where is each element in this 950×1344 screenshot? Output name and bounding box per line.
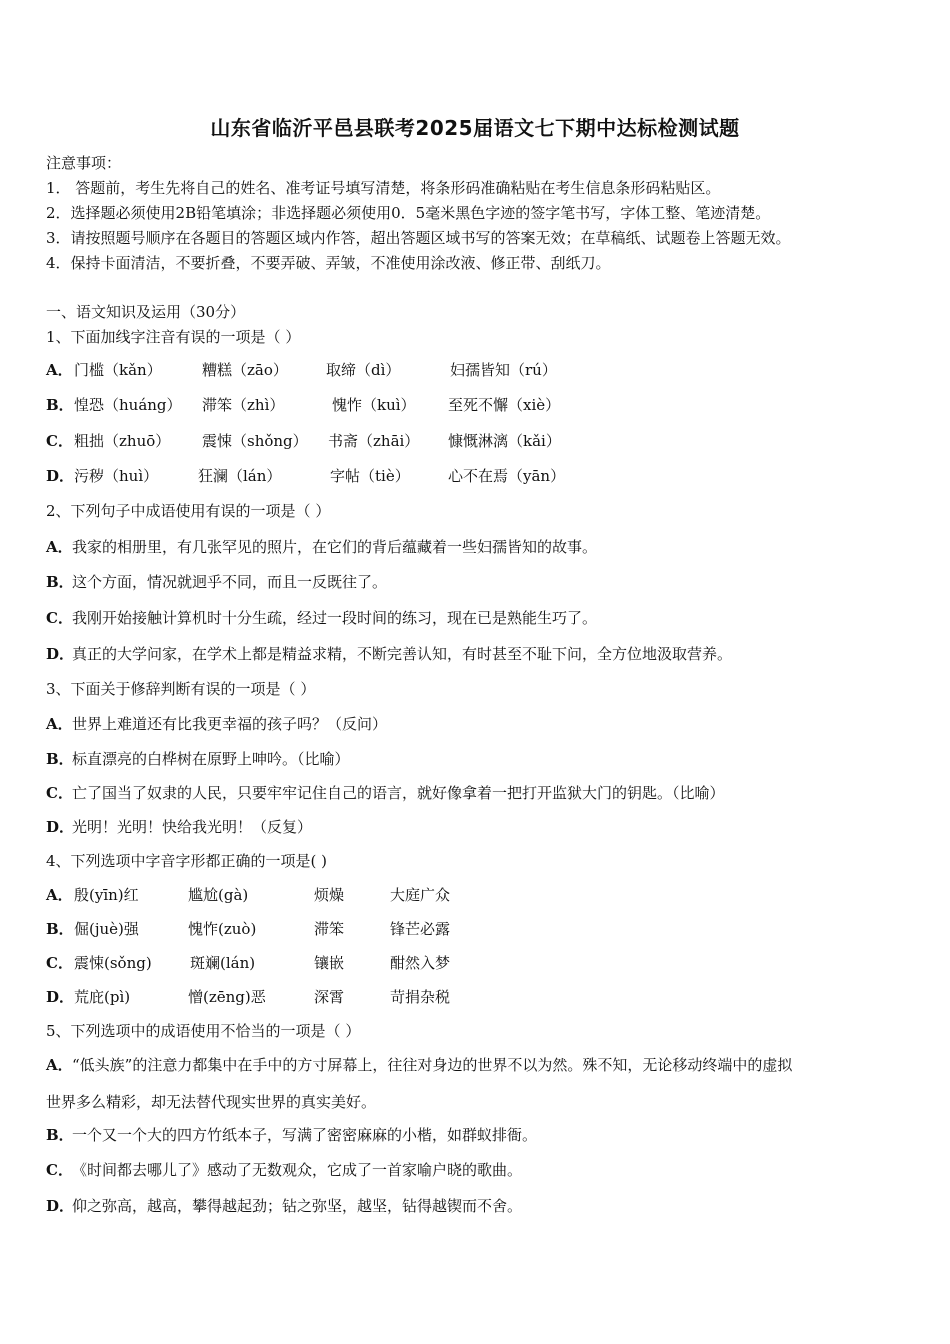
option-cell: 殷(yīn)红: [74, 886, 139, 904]
option-text: 仰之弥高，越高，攀得越起劲；钻之弥坚，越坚，钻得越锲而不舍。: [72, 1197, 523, 1215]
q1-option-b: [46, 395, 561, 415]
option-cell: 震悚（shǒng）: [202, 432, 308, 450]
q1-option-d: [46, 466, 566, 486]
option-cell: 深霄: [314, 988, 345, 1006]
option-label: A．: [46, 1056, 73, 1074]
option-cell: 慷慨淋漓（kǎi）: [448, 432, 561, 450]
q2-option-b: [46, 572, 387, 592]
notice-item: 3．请按照题号顺序在各题目的答题区域内作答，超出答题区域书写的答案无效；在草稿纸、试题卷上答题无效。: [46, 229, 791, 247]
option-label: A．: [46, 361, 73, 379]
option-cell: 取缔（dì）: [326, 361, 401, 379]
option-label: C．: [46, 609, 73, 627]
option-label: D．: [46, 467, 75, 485]
option-cell: 酣然入梦: [390, 954, 451, 972]
option-cell: 倔(juè)强: [74, 920, 139, 938]
option-text: 《时间都去哪儿了》感动了无数观众，它成了一首家喻户晓的歌曲。: [72, 1161, 523, 1179]
option-cell: 惶恐（huáng）: [74, 396, 182, 414]
option-label: B．: [46, 396, 74, 414]
q5-option-d: [46, 1196, 522, 1216]
notice-heading: 注意事项：: [46, 154, 122, 172]
option-label: C．: [46, 1161, 73, 1179]
q3-option-c: [46, 783, 725, 803]
option-label: D．: [46, 818, 75, 836]
option-cell: 狂澜（lán）: [198, 467, 282, 485]
option-text: 光明！光明！快给我光明！（反复）: [72, 818, 313, 836]
option-text: 这个方面，情况就迥乎不同，而且一反既往了。: [72, 573, 388, 591]
q4-option-b: [46, 919, 451, 939]
option-cell: 愧怍(zuò): [188, 920, 257, 938]
page-title: 山东省临沂平邑县联考2025届语文七下期中达标检测试题: [210, 116, 740, 140]
option-label: B．: [46, 920, 74, 938]
question-4-stem: 4、下列选项中字音字形都正确的一项是( ): [46, 852, 328, 870]
option-label: A．: [46, 886, 73, 904]
q3-option-b: [46, 749, 350, 769]
option-cell: 粗拙（zhuō）: [74, 432, 171, 450]
q5-option-a: [46, 1055, 792, 1075]
option-cell: 心不在焉（yān）: [448, 467, 566, 485]
option-label: A．: [46, 715, 73, 733]
option-label: C．: [46, 432, 73, 450]
option-cell: 尴尬(gà): [188, 886, 249, 904]
q4-option-d: [46, 987, 451, 1007]
question-1-stem: 1、下面加线字注音有误的一项是（ ）: [46, 328, 301, 346]
q2-option-a: [46, 537, 597, 557]
question-3-stem: 3、下面关于修辞判断有误的一项是（ ）: [46, 680, 316, 698]
option-text: 真正的大学问家，在学术上都是精益求精，不断完善认知，有时甚至不耻下问，全方位地汲取营养。: [72, 645, 733, 663]
option-cell: 大庭广众: [390, 886, 451, 904]
option-label: C．: [46, 954, 73, 972]
option-text: 标直漂亮的白桦树在原野上呻吟。（比喻）: [72, 750, 350, 768]
option-text: 我刚开始接触计算机时十分生疏，经过一段时间的练习，现在已是熟能生巧了。: [72, 609, 598, 627]
q5-option-b: [46, 1125, 537, 1145]
option-cell: 烦燥: [314, 886, 345, 904]
option-text: 我家的相册里，有几张罕见的照片，在它们的背后蕴藏着一些妇孺皆知的故事。: [72, 538, 598, 556]
notice-item: 1． 答题前，考生先将自己的姓名、准考证号填写清楚，将条形码准确粘贴在考生信息条形码粘贴区。: [46, 179, 721, 197]
option-label: A．: [46, 538, 73, 556]
option-text-continued: 世界多么精彩，却无法替代现实世界的真实美好。: [46, 1093, 377, 1111]
q1-option-c: [46, 431, 561, 451]
option-cell: 镶嵌: [314, 954, 345, 972]
q2-option-c: [46, 608, 597, 628]
q4-option-c: [46, 953, 451, 973]
option-cell: 至死不懈（xiè）: [448, 396, 561, 414]
q4-option-a: [46, 885, 451, 905]
option-label: D．: [46, 645, 75, 663]
option-label: B．: [46, 750, 74, 768]
q2-option-d: [46, 644, 732, 664]
option-cell: 锋芒必露: [390, 920, 451, 938]
option-cell: 污秽（huì）: [74, 467, 159, 485]
notice-item: 2．选择题必须使用2B铅笔填涂；非选择题必须使用0．5毫米黑色字迹的签字笔书写，字体工整、笔迹清楚。: [46, 204, 771, 222]
option-cell: 滞笨: [314, 920, 345, 938]
option-text: 亡了国当了奴隶的人民，只要牢牢记住自己的语言，就好像拿着一把打开监狱大门的钥匙。（比喻）: [72, 784, 725, 802]
q1-option-a: [46, 360, 557, 380]
section-heading: 一、语文知识及运用（30分）: [46, 303, 246, 321]
option-cell: 斑斓(lán): [190, 954, 256, 972]
option-text: 一个又一个大的四方竹纸本子，写满了密密麻麻的小楷，如群蚁排衙。: [72, 1126, 538, 1144]
option-cell: 门槛（kǎn）: [74, 361, 162, 379]
option-cell: 书斋（zhāi）: [328, 432, 420, 450]
option-cell: 震悚(sǒng): [74, 954, 152, 972]
option-label: D．: [46, 1197, 75, 1215]
notice-item: 4．保持卡面清洁，不要折叠，不要弄破、弄皱，不准使用涂改液、修正带、刮纸刀。: [46, 254, 611, 272]
option-text: “低头族”的注意力都集中在手中的方寸屏幕上，往往对身边的世界不以为然。殊不知，无论移动终端中的虚拟: [72, 1056, 793, 1074]
option-label: C．: [46, 784, 73, 802]
option-text: 世界上难道还有比我更幸福的孩子吗？（反问）: [72, 715, 388, 733]
question-5-stem: 5、下列选项中的成语使用不恰当的一项是（ ）: [46, 1022, 361, 1040]
option-cell: 荒庇(pì): [74, 988, 131, 1006]
option-cell: 妇孺皆知（rú）: [450, 361, 557, 379]
option-label: D．: [46, 988, 75, 1006]
option-cell: 字帖（tiè）: [330, 467, 410, 485]
option-cell: 糟糕（zāo）: [202, 361, 288, 379]
option-label: B．: [46, 573, 74, 591]
option-cell: 滞笨（zhì）: [202, 396, 285, 414]
option-cell: 苛捐杂税: [390, 988, 451, 1006]
q3-option-a: [46, 714, 387, 734]
question-2-stem: 2、下列句子中成语使用有误的一项是（ ）: [46, 502, 331, 520]
option-cell: 愧怍（kuì）: [332, 396, 416, 414]
q3-option-d: [46, 817, 312, 837]
option-label: B．: [46, 1126, 74, 1144]
q5-option-c: [46, 1160, 522, 1180]
option-cell: 憎(zēng)恶: [188, 988, 266, 1006]
